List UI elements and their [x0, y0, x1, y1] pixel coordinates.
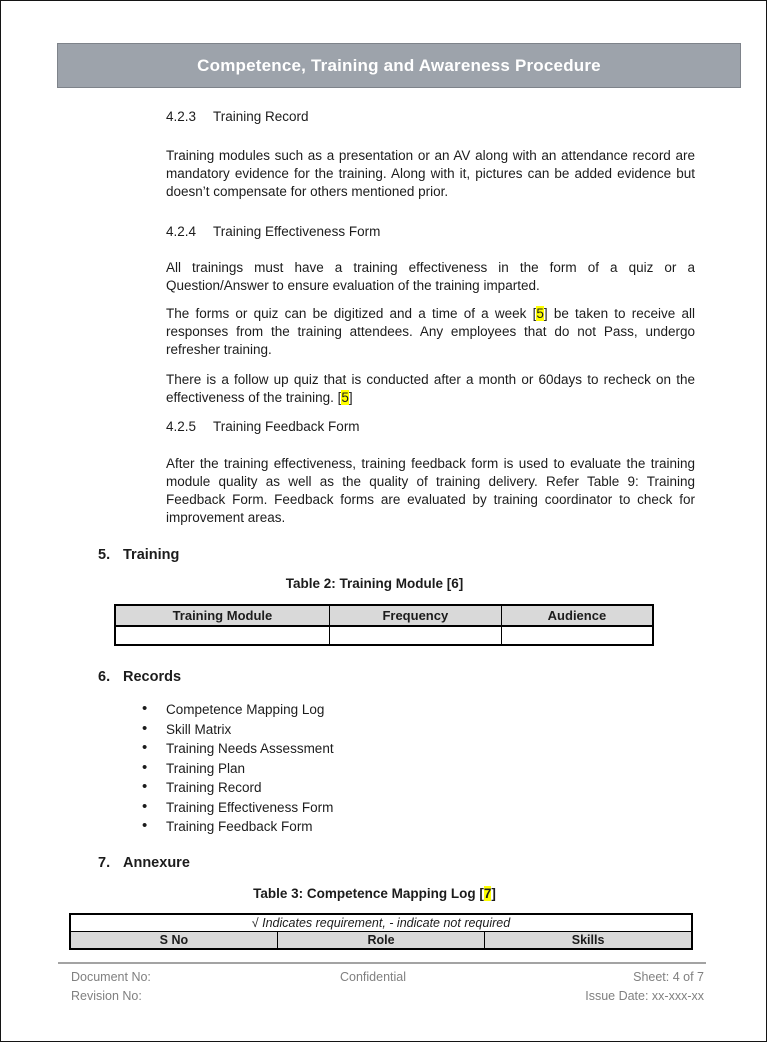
- heading-text: Annexure: [123, 854, 190, 871]
- sheet-number: Sheet: 4 of 7: [633, 970, 704, 984]
- column-header: Role: [277, 931, 484, 949]
- list-item: • Training Record: [142, 778, 767, 798]
- table-3-caption: [21, 885, 728, 903]
- title-bar: [57, 43, 741, 88]
- heading-7-annexure: [98, 854, 695, 873]
- footer-divider: [58, 962, 706, 964]
- page-title: Competence, Training and Awareness Procedure: [197, 55, 601, 75]
- heading-text: Training Effectiveness Form: [213, 224, 381, 239]
- paragraph-training-record: Training modules such as a presentation or an AV along with an attendance record are mandatory evidence for the training. Along with it, pictures can be added evidence but doesn’t compensate for others mentioned prior.: [166, 148, 695, 199]
- heading-4-2-5: [166, 418, 695, 436]
- confidential-label: Confidential: [339, 970, 406, 984]
- table-note: √ Indicates requirement, - indicate not required: [70, 914, 692, 932]
- table-header-row: [70, 931, 692, 949]
- list-item: • Competence Mapping Log: [142, 700, 767, 720]
- heading-number: 7.: [98, 854, 111, 871]
- records-list: [1, 700, 767, 837]
- text-segment: Table 3: Competence Mapping Log [: [253, 885, 484, 901]
- heading-number: 5.: [98, 547, 111, 563]
- heading-number: 4.2.5: [166, 419, 197, 434]
- column-header: Audience: [501, 605, 653, 626]
- column-header: Skills: [485, 931, 692, 949]
- issue-date: Issue Date: xx-xxx-xx: [585, 988, 704, 1003]
- table-2-caption: Table 2: Training Module [6]: [285, 576, 464, 591]
- heading-number: 4.2.4: [166, 224, 197, 239]
- revision-no-label: Revision No:: [71, 988, 142, 1003]
- heading-text: Training Record: [213, 109, 309, 124]
- list-item: • Training Feedback Form: [142, 817, 767, 837]
- heading-number: 6.: [98, 669, 111, 685]
- text-segment: ]: [491, 885, 496, 901]
- text-segment: The forms or quiz can be digitized and a time of a week [: [166, 306, 537, 321]
- table-row: [115, 626, 653, 645]
- table-cell: [329, 626, 501, 645]
- heading-4-2-3: [166, 108, 695, 126]
- paragraph-effectiveness-1: All trainings must have a training effectiveness in the form of a quiz or a Question/Answer to ensure evaluation of the training imparted.: [166, 260, 695, 293]
- table-cell: [115, 626, 329, 645]
- list-item: • Training Effectiveness Form: [142, 798, 767, 818]
- table-header-row: [115, 605, 653, 626]
- paragraph-feedback-form: After the training effectiveness, training feedback form is used to evaluate the training module quality as well as the quality of training delivery. Refer Table 9: Training Feedback Form. Feedback forms are evaluated by training coordinator to check for improvement areas.: [166, 456, 695, 525]
- table-cell: [501, 626, 653, 645]
- document-body: [1, 88, 767, 950]
- text-segment: There is a follow up quiz that is conducted after a month or 60days to recheck on the effectiveness of the training. [: [166, 372, 695, 405]
- heading-text: Training Feedback Form: [213, 419, 360, 434]
- heading-text: Training: [123, 547, 180, 563]
- heading-text: Records: [123, 669, 182, 685]
- heading-6-records: [98, 668, 695, 687]
- heading-5-training: [98, 546, 695, 565]
- text-segment: ]: [348, 390, 353, 405]
- document-no-label: Document No:: [71, 970, 151, 984]
- column-header: Training Module: [115, 605, 329, 626]
- paragraph-effectiveness-2: [166, 305, 695, 359]
- paragraph-effectiveness-3: [166, 371, 695, 407]
- training-module-table: [114, 604, 654, 646]
- list-item: • Skill Matrix: [142, 720, 767, 740]
- highlighted-reference: 5: [536, 306, 544, 321]
- competence-mapping-log-table: [69, 913, 693, 950]
- footer-right: [585, 968, 704, 1005]
- column-header: S No: [70, 931, 277, 949]
- text-segment: ] be taken to receive all responses from the training attendees. Any employees that do not Pass, undergo refresher training.: [166, 306, 695, 357]
- highlighted-reference: 7: [483, 885, 492, 901]
- highlighted-reference: 5: [341, 390, 349, 405]
- heading-4-2-4: [166, 223, 695, 241]
- heading-number: 4.2.3: [166, 109, 197, 124]
- table-note-row: [70, 914, 692, 932]
- column-header: Frequency: [329, 605, 501, 626]
- list-item: • Training Plan: [142, 759, 767, 779]
- list-item: • Training Needs Assessment: [142, 739, 767, 759]
